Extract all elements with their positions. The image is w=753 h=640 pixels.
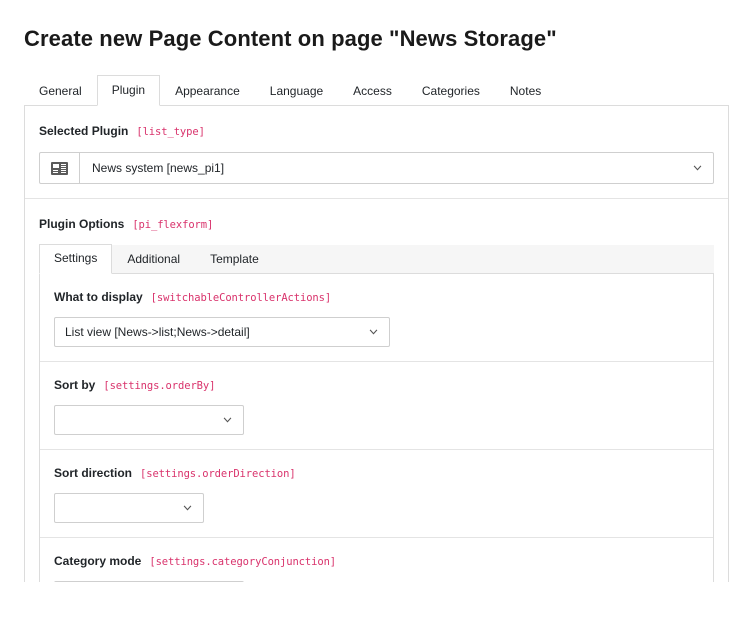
tab-access[interactable]: Access <box>353 84 392 98</box>
tab-general[interactable]: General <box>39 84 82 98</box>
tab-appearance[interactable]: Appearance <box>175 84 240 98</box>
selected-plugin-code: [list_type] <box>136 126 205 138</box>
selected-plugin-section <box>25 106 728 199</box>
field-sort-by <box>40 362 713 450</box>
sort-direction-code: [settings.orderDirection] <box>140 468 296 480</box>
tab-template[interactable]: Template <box>210 252 259 266</box>
tab-notes[interactable]: Notes <box>509 84 542 98</box>
selected-plugin-value: News system [news_pi1] <box>92 161 225 175</box>
chevron-down-icon <box>369 329 378 335</box>
selected-plugin-select[interactable] <box>80 152 714 184</box>
plugin-options-tabbar <box>39 245 714 274</box>
tab-plugin[interactable]: Plugin <box>97 75 160 106</box>
what-to-display-label: What to display <box>54 290 143 304</box>
selected-plugin-input-group <box>39 152 714 184</box>
sort-direction-select[interactable] <box>54 493 204 523</box>
what-to-display-code: [switchableControllerActions] <box>150 292 332 304</box>
tab-settings[interactable]: Settings <box>39 244 112 274</box>
tab-language[interactable]: Language <box>269 84 324 98</box>
category-mode-label: Category mode <box>54 554 142 568</box>
sort-by-label: Sort by <box>54 378 96 392</box>
chevron-down-icon <box>693 165 702 171</box>
field-sort-direction <box>40 450 713 538</box>
plugin-icon-addon <box>39 152 80 184</box>
main-tabbar <box>24 76 729 106</box>
what-to-display-value: List view [News->list;News->detail] <box>65 325 250 339</box>
chevron-down-icon <box>223 417 232 423</box>
plugin-options-section <box>25 199 728 640</box>
viewport-bottom-mask <box>0 582 753 640</box>
page-title: Create new Page Content on page "News Storage" <box>24 26 557 51</box>
plugin-options-code: [pi_flexform] <box>132 219 214 231</box>
field-what-to-display <box>40 274 713 362</box>
category-mode-code: [settings.categoryConjunction] <box>149 556 337 568</box>
newspaper-icon <box>51 162 68 175</box>
tab-additional[interactable]: Additional <box>127 252 181 266</box>
sort-by-code: [settings.orderBy] <box>103 380 216 392</box>
plugin-options-panel <box>39 274 714 626</box>
tab-categories[interactable]: Categories <box>421 84 480 98</box>
sort-direction-label: Sort direction <box>54 466 133 480</box>
selected-plugin-label: Selected Plugin <box>39 124 129 138</box>
plugin-options-label: Plugin Options <box>39 217 125 231</box>
plugin-panel <box>24 106 729 640</box>
what-to-display-select[interactable] <box>54 317 390 347</box>
chevron-down-icon <box>183 505 192 511</box>
sort-by-select[interactable] <box>54 405 244 435</box>
